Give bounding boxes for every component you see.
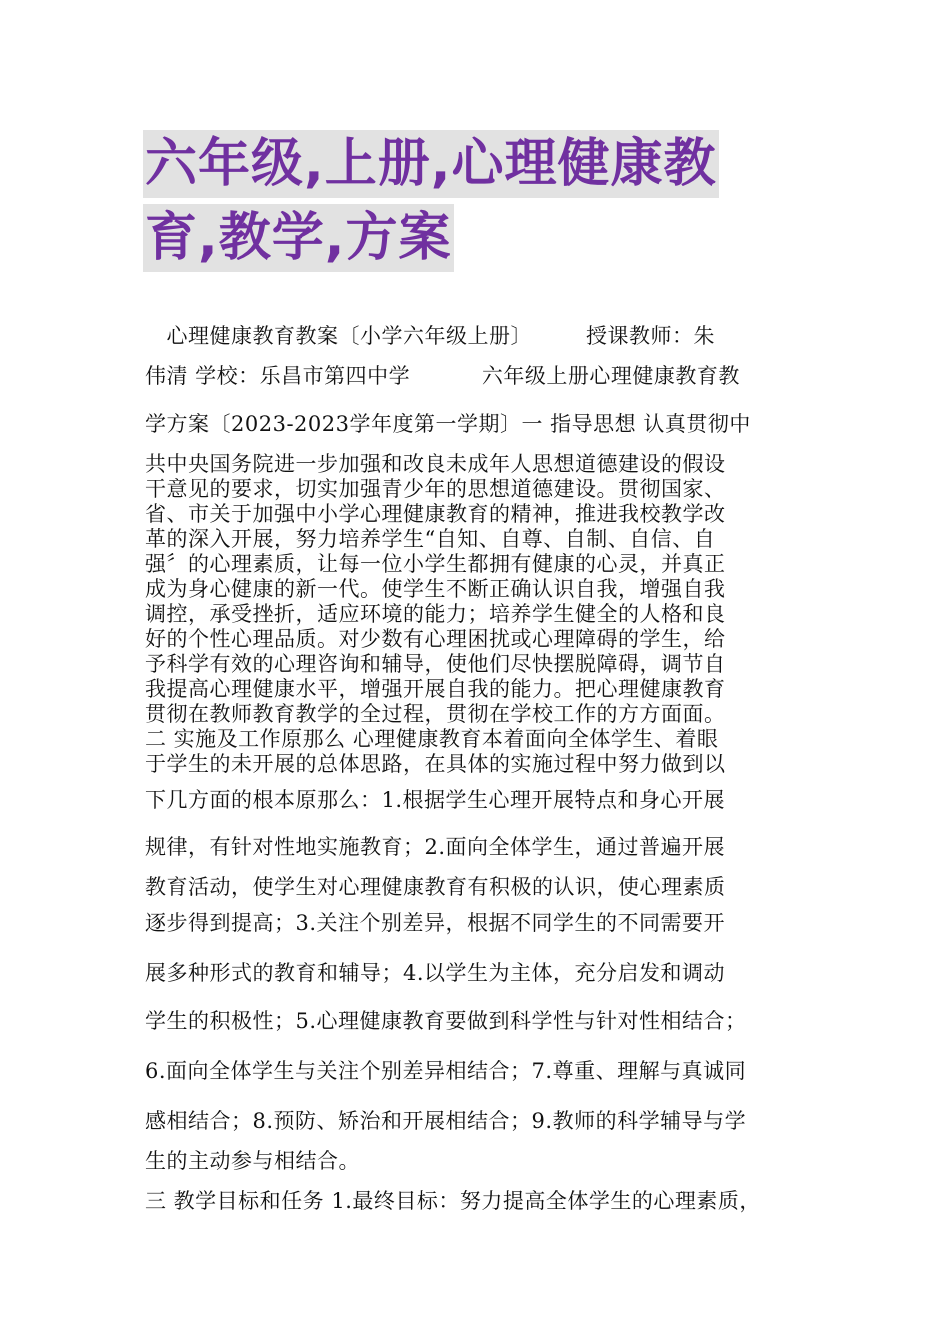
- body-line: 伟清 学校：乐昌市第四中学 六年级上册心理健康教育教: [145, 364, 740, 388]
- body-line: 省、市关于加强中小学心理健康教育的精神，推进我校教学改: [145, 502, 726, 526]
- body-line: 心理健康教育教案〔小学六年级上册〕 授课教师：朱: [145, 324, 715, 348]
- body-line: 共中央国务院进一步加强和改良未成年人思想道德建设的假设: [145, 452, 726, 476]
- body-line: 6.面向全体学生与关注个别差异相结合；7.尊重、理解与真诚同: [145, 1059, 747, 1083]
- body-line: 调控，承受挫折，适应环境的能力；培养学生健全的人格和良: [145, 602, 726, 626]
- body-line: 于学生的未开展的总体思路，在具体的实施过程中努力做到以: [145, 752, 726, 776]
- body-line: 予科学有效的心理咨询和辅导，使他们尽快摆脱障碍，调节自: [145, 652, 726, 676]
- body-line: 成为身心健康的新一代。使学生不断正确认识自我，增强自我: [145, 577, 726, 601]
- document-title: [143, 130, 823, 278]
- body-line: 干意见的要求，切实加强青少年的思想道德建设。贯彻国家、: [145, 477, 726, 501]
- body-line: 二 实施及工作原那么 心理健康教育本着面向全体学生、着眼: [145, 727, 719, 751]
- body-line: 贯彻在教师教育教学的全过程，贯彻在学校工作的方方面面。: [145, 702, 726, 726]
- body-line: 生的主动参与相结合。: [145, 1149, 360, 1173]
- body-line: 教育活动，使学生对心理健康教育有积极的认识，使心理素质: [145, 875, 726, 899]
- body-line: 好的个性心理品质。对少数有心理困扰或心理障碍的学生，给: [145, 627, 726, 651]
- body-line: 三 教学目标和任务 1.最终目标：努力提高全体学生的心理素质，: [145, 1189, 761, 1213]
- title-line-2: 育,教学,方案: [143, 204, 454, 272]
- body-line: 下几方面的根本原那么：1.根据学生心理开展特点和身心开展: [145, 788, 726, 812]
- body-line: 规律，有针对性地实施教育；2.面向全体学生，通过普遍开展: [145, 835, 726, 859]
- body-line: 展多种形式的教育和辅导；4.以学生为主体，充分启发和调动: [145, 961, 726, 985]
- body-line: 我提高心理健康水平，增强开展自我的能力。把心理健康教育: [145, 677, 726, 701]
- body-line: 学方案〔2023-2023学年度第一学期〕一 指导思想 认真贯彻中: [145, 412, 751, 436]
- body-line: 学生的积极性；5.心理健康教育要做到科学性与针对性相结合；: [145, 1009, 747, 1033]
- body-line: 感相结合；8.预防、矫治和开展相结合；9.教师的科学辅导与学: [145, 1109, 747, 1133]
- body-line: 逐步得到提高；3.关注个别差异，根据不同学生的不同需要开: [145, 911, 726, 935]
- body-line: 革的深入开展，努力培养学生“自知、自尊、自制、自信、自: [145, 527, 716, 551]
- title-line-1: 六年级,上册,心理健康教: [143, 130, 719, 198]
- body-line: 强〞的心理素质，让每一位小学生都拥有健康的心灵，并真正: [145, 552, 726, 576]
